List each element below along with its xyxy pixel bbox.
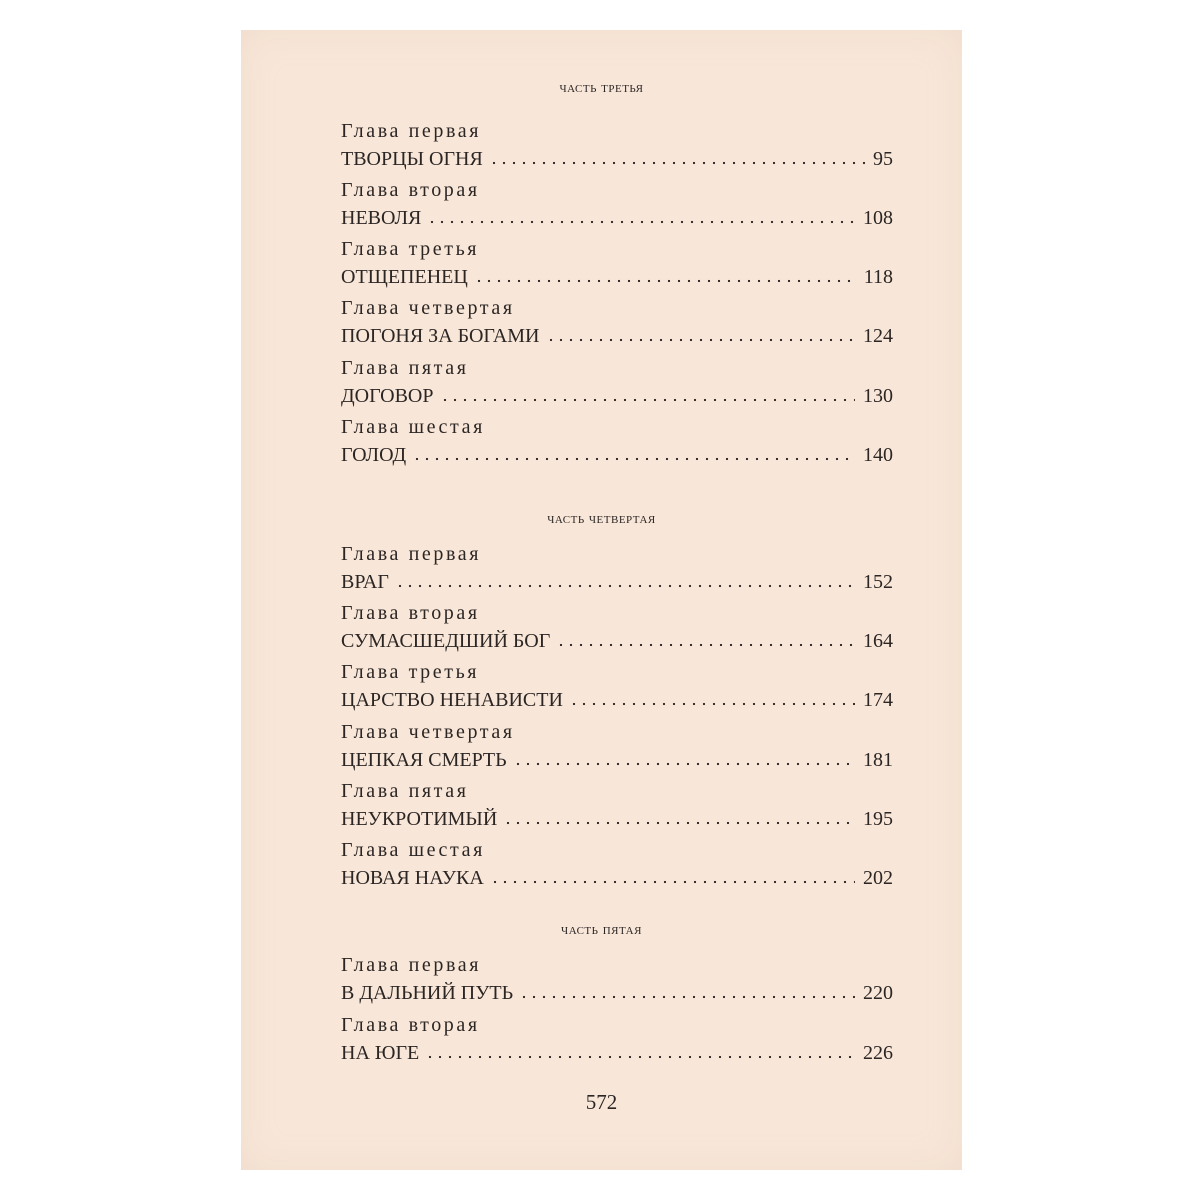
toc-line [341,804,893,832]
page-number: 174 [863,689,893,711]
toc-line [341,144,893,172]
chapter-title: ГОЛОД [341,444,407,466]
page-number: 95 [873,148,893,170]
page-number: 108 [863,207,893,229]
page-number: 220 [863,982,893,1004]
toc-entry [341,1014,893,1066]
toc-entry [341,954,893,1006]
page-number: 130 [863,385,893,407]
dot-leader [513,762,855,766]
chapter-title: НА ЮГЕ [341,1042,420,1064]
dot-leader [556,643,855,647]
dot-leader [546,338,856,342]
page-number: 181 [863,749,893,771]
dot-leader [519,995,855,999]
chapter-label: Глава пятая [341,780,469,802]
dot-leader [427,220,855,224]
chapter-label: Глава пятая [341,357,469,379]
chapter-label: Глава вторая [341,1014,480,1036]
chapter-title: ВРАГ [341,571,389,593]
toc-line [341,626,893,654]
chapter-title: ЦАРСТВО НЕНАВИСТИ [341,689,563,711]
toc-entry [341,120,893,172]
dot-leader [395,584,855,588]
dot-leader [489,161,865,165]
dot-leader [569,702,855,706]
toc-line [341,203,893,231]
toc-line [341,863,893,891]
toc-entry [341,661,893,713]
dot-leader [503,821,855,825]
chapter-label: Глава первая [341,954,482,976]
dot-leader [474,279,856,283]
toc-entry [341,357,893,409]
dot-leader [440,398,856,402]
page-folio: 572 [585,1090,618,1114]
page-number: 152 [863,571,893,593]
toc-entry [341,297,893,349]
chapter-label: Глава первая [341,120,482,142]
chapter-label: Глава четвертая [341,297,515,319]
chapter-label: Глава третья [341,238,480,260]
toc-line [341,685,893,713]
chapter-label: Глава четвертая [341,721,515,743]
toc-entry [341,602,893,654]
chapter-title: НЕУКРОТИМЫЙ [341,808,498,830]
book-page [241,30,962,1170]
dot-leader [412,457,855,461]
chapter-label: Глава вторая [341,602,480,624]
chapter-title: ЦЕПКАЯ СМЕРТЬ [341,749,507,771]
toc-entry [341,238,893,290]
chapter-title: ТВОРЦЫ ОГНЯ [341,148,483,170]
chapter-title: НОВАЯ НАУКА [341,867,484,889]
dot-leader [490,880,855,884]
page-number: 124 [863,325,893,347]
chapter-label: Глава шестая [341,416,485,438]
page-number: 195 [863,808,893,830]
toc-entry [341,543,893,595]
toc-line [341,978,893,1006]
chapter-label: Глава третья [341,661,480,683]
chapter-label: Глава шестая [341,839,485,861]
dot-leader [425,1055,855,1059]
chapter-title: ДОГОВОР [341,385,434,407]
part-title: часть третья [559,80,644,96]
toc-line [341,567,893,595]
toc-line [341,745,893,773]
toc-entry [341,721,893,773]
toc-entry [341,179,893,231]
chapter-label: Глава вторая [341,179,480,201]
part-title: часть четвертая [547,511,656,527]
chapter-label: Глава первая [341,543,482,565]
part-title: часть пятая [561,922,642,938]
toc-entry [341,839,893,891]
toc-line [341,262,893,290]
toc-entry [341,780,893,832]
page-number: 164 [863,630,893,652]
chapter-title: НЕВОЛЯ [341,207,422,229]
toc-line [341,381,893,409]
page-number: 118 [863,266,893,288]
page-number: 140 [863,444,893,466]
toc-line [341,321,893,349]
chapter-title: СУМАСШЕДШИЙ БОГ [341,630,551,652]
page-number: 226 [863,1042,893,1064]
toc-line [341,1038,893,1066]
toc-line [341,440,893,468]
toc-entry [341,416,893,468]
chapter-title: ПОГОНЯ ЗА БОГАМИ [341,325,540,347]
chapter-title: ОТЩЕПЕНЕЦ [341,266,468,288]
chapter-title: В ДАЛЬНИЙ ПУТЬ [341,982,514,1004]
page-number: 202 [863,867,893,889]
